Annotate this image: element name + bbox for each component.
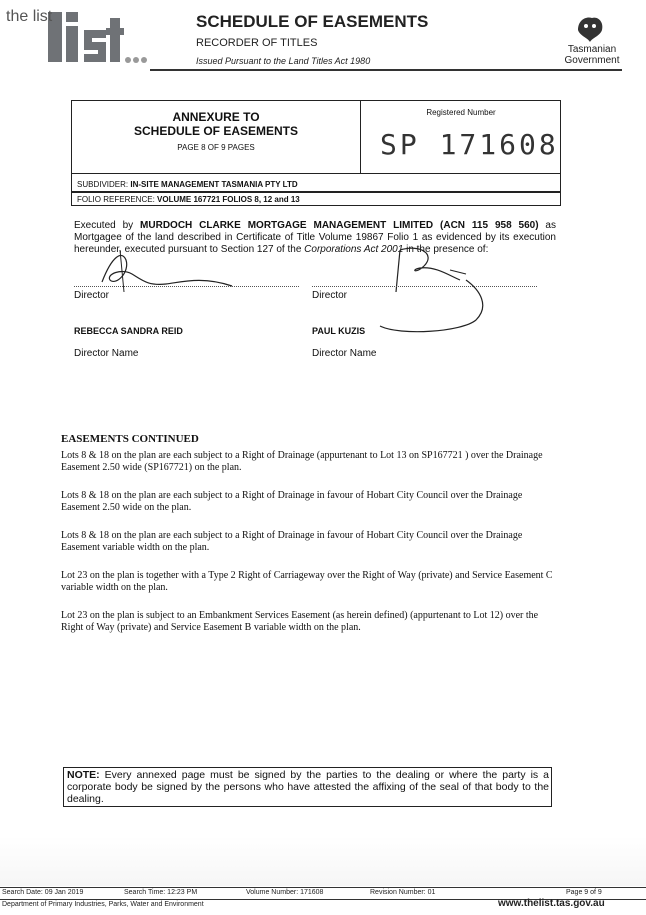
folio-value: VOLUME 167721 FOLIOS 8, 12 and 13 xyxy=(157,195,300,204)
director-name-label-2: Director Name xyxy=(312,348,377,359)
signature-line-2 xyxy=(312,286,537,287)
department-name: Department of Primary Industries, Parks, Water and Environment xyxy=(2,901,204,908)
easement-paragraph-3: Lots 8 & 18 on the plan are each subject to a Right of Drainage in favour of Hobart City Council over the Drainage Easement variable width on the plan. xyxy=(61,530,523,553)
government-label-line1: Tasmanian xyxy=(567,44,617,55)
site-url: www.thelist.tas.gov.au xyxy=(498,898,605,909)
execution-text-1: as Mortgagee of the land described in Certificate of Title Volume 19867 Folio 1 as evidenced by its execution hereunder, executed pursuant to Section 127 of the xyxy=(74,220,556,255)
volume-number: Volume Number: 171608 xyxy=(246,889,324,896)
subdivider-label: SUBDIVIDER: xyxy=(77,180,129,189)
registered-number-value: SP 171608 xyxy=(380,128,559,161)
government-label xyxy=(558,44,626,66)
director-name-1: REBECCA SANDRA REID xyxy=(74,326,183,336)
execution-prefix: Executed by xyxy=(74,220,134,231)
execution-company: MURDOCH CLARKE MORTGAGE MANAGEMENT LIMITED (ACN 115 958 560) xyxy=(140,220,539,231)
note-text xyxy=(67,769,549,805)
director-name-label-1: Director Name xyxy=(74,348,139,359)
easement-paragraph-4: Lot 23 on the plan is together with a Type 2 Right of Carriageway over the Right of Way (private) and Service Easement C variable width on the plan. xyxy=(61,570,553,593)
annexure-page-count: PAGE 8 OF 9 PAGES xyxy=(177,143,255,152)
logo-text: the list xyxy=(6,8,53,25)
execution-text-2: in the presence of: xyxy=(403,244,489,255)
search-date: Search Date: 09 Jan 2019 xyxy=(2,889,84,896)
annexure-title xyxy=(71,110,361,138)
header-rule xyxy=(150,69,622,71)
page-subtitle: RECORDER OF TITLES xyxy=(196,37,318,49)
government-label-line2: Government xyxy=(564,55,620,66)
subdivider-row xyxy=(77,180,298,189)
search-time: Search Time: 12:23 PM xyxy=(124,889,198,896)
subdivider-value: IN-SITE MANAGEMENT TASMANIA PTY LTD xyxy=(130,180,298,189)
director-name-2: PAUL KUZIS xyxy=(312,326,366,336)
easement-paragraph-2: Lots 8 & 18 on the plan are each subject to a Right of Drainage in favour of Hobart City Council over the Drainage Easement 2.50 wide on the plan. xyxy=(61,490,523,513)
folio-label: FOLIO REFERENCE: xyxy=(77,195,155,204)
tasmanian-government-emblem-icon xyxy=(572,12,608,44)
director-label-2: Director xyxy=(312,290,348,301)
easement-paragraph-1: Lots 8 & 18 on the plan are each subject to a Right of Drainage (appurtenant to Lot 13 on SP167721 ) over the Drainage Easement 2.50 wide (SP167721) on the plan. xyxy=(61,450,543,473)
annexure-divider xyxy=(71,191,561,193)
issued-text: Issued Pursuant to the Land Titles Act 1980 xyxy=(196,56,371,66)
page-title: SCHEDULE OF EASEMENTS xyxy=(196,12,429,31)
annexure-title-line1: ANNEXURE TO xyxy=(172,110,260,124)
easement-paragraph-5: Lot 23 on the plan is subject to an Embankment Services Easement (as herein defined) (appurtenant to Lot 12) over the Right of Way (private) and Service Easement B variable width on the plan. xyxy=(61,610,539,633)
scan-artifact xyxy=(0,836,646,886)
note-label: NOTE: xyxy=(67,769,100,781)
page-number: Page 9 of 9 xyxy=(566,889,602,896)
registered-number-label: Registered Number xyxy=(426,108,496,117)
signature-reid xyxy=(92,246,242,296)
annexure-title-line2: SCHEDULE OF EASEMENTS xyxy=(133,124,298,138)
director-label-1: Director xyxy=(74,290,110,301)
execution-act: Corporations Act 2001 xyxy=(304,244,404,255)
footer-rule-top xyxy=(0,887,646,888)
note-body: Every annexed page must be signed by the parties to the dealing or where the party is a corporate body be signed by the persons who have attested the affixing of the seal of that body to the dealing. xyxy=(67,769,549,805)
signature-line-1 xyxy=(74,286,299,287)
revision-number: Revision Number: 01 xyxy=(370,889,436,896)
folio-row xyxy=(77,195,300,204)
easements-heading: EASEMENTS CONTINUED xyxy=(61,433,199,445)
